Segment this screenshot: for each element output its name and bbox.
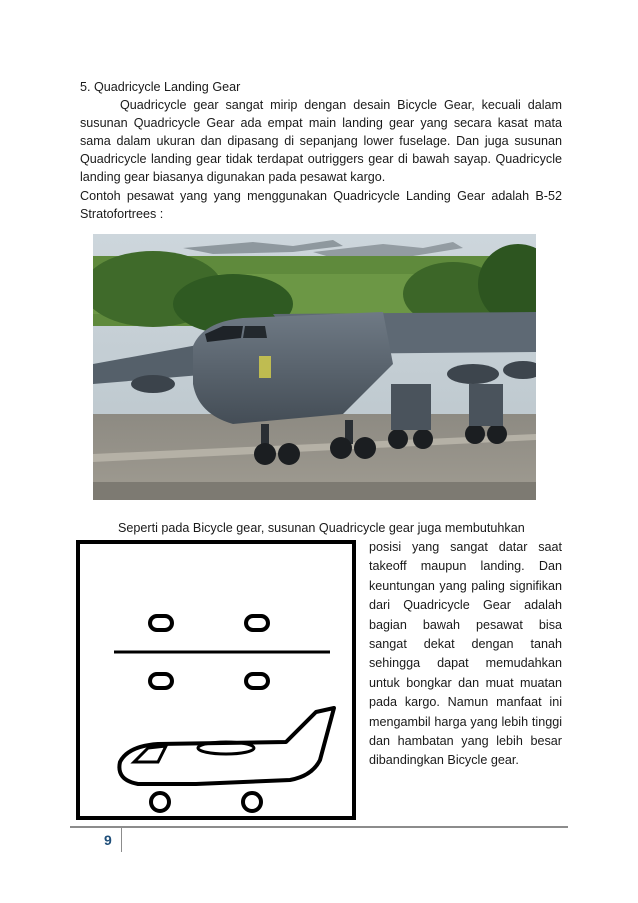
- paragraph-intro-text: Quadricycle gear sangat mirip dengan desain Bicycle Gear, kecuali dalam susunan Quadricycle Gear ada empat main landing gear yang secara kasat mata sama dalam ukuran dan dipasang di sepanjang lower fuselage. Dan juga susunan Quadricycle landing gear tidak terdapat outriggers gear di bawah sayap. Quadricycle landing gear biasanya digunakan pada pesawat kargo.: [80, 98, 562, 184]
- paragraph-advantages-body: posisi yang sangat datar saat takeoff maupun landing. Dan keuntungan yang paling signifikan dari Quadricycle Gear adalah bagian bawah pesawat bisa sangat dekat dengan tanah sehingga dapat memudahkan untuk bongkar dan muat muatan pada kargo. Namun manfaat ini mengambil harga yang lebih tinggi dan hambatan yang lebih besar dibandingkan Bicycle gear.: [369, 540, 562, 768]
- b52-aircraft-photo: [93, 234, 536, 500]
- paragraph-example: Contoh pesawat yang yang menggunakan Quadricycle Landing Gear adalah B-52 Stratofortrees :: [80, 189, 562, 221]
- page-number-divider: [121, 828, 122, 852]
- page-number: 9: [104, 832, 112, 848]
- quadricycle-diagram-drawing: [76, 540, 356, 820]
- paragraph-intro: [80, 96, 562, 186]
- b52-photo-illustration: [93, 234, 536, 500]
- paragraph-advantages-lead: Seperti pada Bicycle gear, susunan Quadricycle gear juga membutuhkan: [118, 521, 525, 535]
- section-heading: 5. Quadricycle Landing Gear: [80, 80, 241, 94]
- footer-rule: [70, 826, 568, 828]
- quadricycle-gear-diagram: [76, 540, 356, 820]
